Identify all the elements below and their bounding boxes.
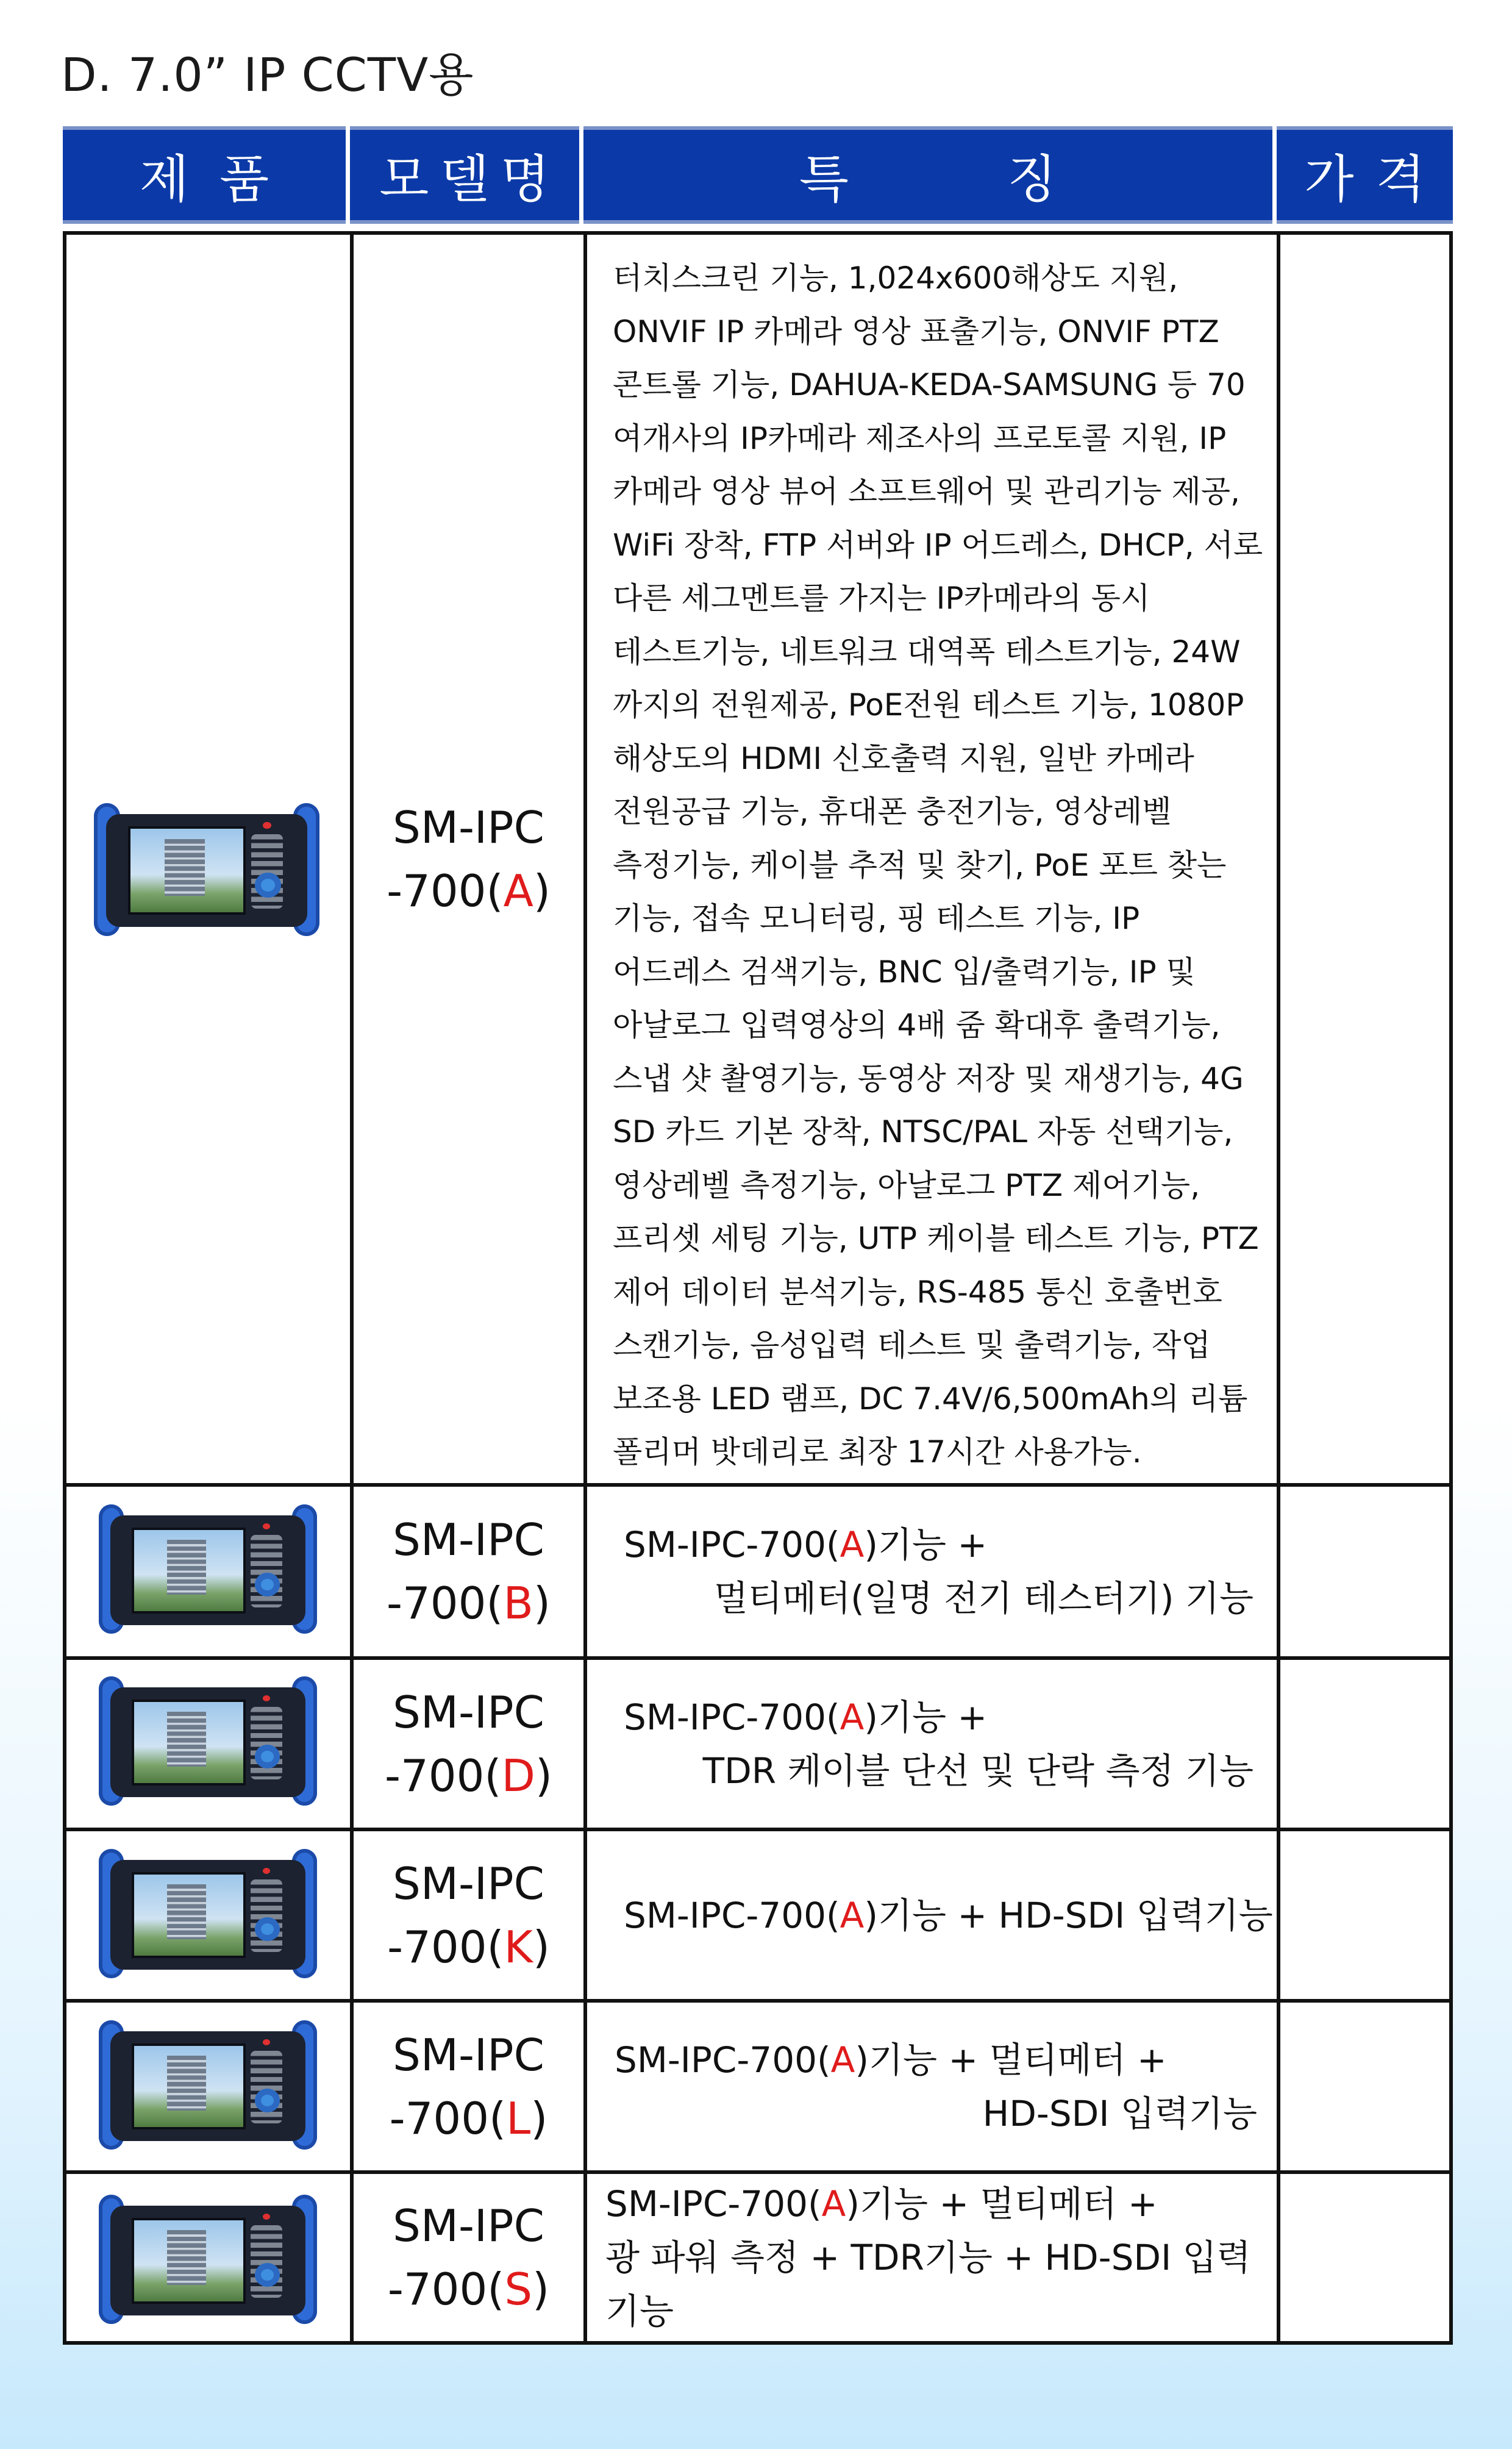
feature-line: 다른 세그멘트를 가지는 IP카메라의 동시 (613, 581, 1150, 616)
feature-line: 콘트롤 기능, DAHUA-KEDA-SAMSUNG 등 70 (613, 367, 1246, 402)
feature-line: 테스트기능, 네트워크 대역폭 테스트기능, 24W (613, 634, 1241, 670)
model-line1: SM-IPC (393, 801, 544, 853)
header-model: 모델명 (350, 126, 579, 224)
model-line2: -700(D) (384, 1750, 553, 1801)
device-led (263, 822, 271, 829)
product-image (110, 1687, 305, 1797)
model-line1: SM-IPC (393, 1857, 544, 1909)
header-feature: 특징 (583, 126, 1272, 224)
product-image (106, 814, 307, 927)
product-image (110, 1515, 305, 1625)
feature-line: WiFi 장착, FTP 서버와 IP 어드레스, DHCP, 서로 (613, 527, 1263, 563)
price-cell (1280, 1487, 1449, 1656)
feature-line: 제어 데이터 분석기능, RS-485 통신 호출번호 (613, 1274, 1222, 1310)
feature-line1: SM-IPC-700(A)기능 + 멀티메터 + (615, 2039, 1167, 2081)
device-keypad (251, 834, 284, 909)
header-product: 제품 (63, 126, 346, 224)
feature-line: 여개사의 IP카메라 제조사의 프로토콜 지원, IP (613, 420, 1227, 456)
feature-line: 해상도의 HDMI 신호출력 지원, 일반 카메라 (613, 740, 1194, 776)
header-price: 가격 (1277, 126, 1453, 224)
price-cell (1280, 235, 1449, 1483)
model-cell (354, 1660, 583, 1828)
feature-line1: SM-IPC-700(A)기능 + HD-SDI 입력기능 (624, 1894, 1273, 1936)
feature-line: 영상레벨 측정기능, 아날로그 PTZ 제어기능, (613, 1167, 1200, 1203)
model-line2: -700(B) (387, 1578, 551, 1629)
feature-line: 측정기능, 케이블 추적 및 찾기, PoE 포트 찾는 (613, 847, 1227, 883)
model-cell (354, 2003, 583, 2170)
product-image (110, 1860, 305, 1970)
feature-line: 스냅 샷 촬영기능, 동영상 저장 및 재생기능, 4G (613, 1060, 1244, 1096)
feature-line: 전원공급 기능, 휴대폰 충전기능, 영상레벨 (613, 794, 1172, 829)
model-cell (354, 1487, 583, 1656)
device-screen (128, 826, 246, 915)
feature-line: 기능, 접속 모니터링, 핑 테스트 기능, IP (613, 901, 1140, 936)
model-line2: -700(A) (387, 865, 551, 917)
price-cell (1280, 2174, 1449, 2341)
price-cell (1280, 1831, 1449, 1999)
feature-line2: HD-SDI 입력기능 (982, 2092, 1257, 2134)
model-line1: SM-IPC (393, 2029, 544, 2081)
feature-cell (587, 2174, 1277, 2341)
model-line2: -700(L) (389, 2092, 548, 2144)
feature-cell (587, 2003, 1277, 2170)
model-line2: -700(K) (387, 1921, 550, 1973)
feature-cell (587, 1487, 1277, 1656)
model-line2: -700(S) (387, 2264, 550, 2315)
model-line1: SM-IPC (393, 1686, 544, 1738)
model-cell (354, 235, 583, 1483)
feature-cell (587, 1660, 1277, 1828)
feature-line1: SM-IPC-700(A)기능 + (624, 1696, 988, 1738)
feature-line1: SM-IPC-700(A)기능 + (624, 1524, 988, 1565)
price-cell (1280, 1660, 1449, 1828)
feature-line: 아날로그 입력영상의 4배 줌 확대후 출력기능, (613, 1007, 1221, 1043)
feature-line: 어드레스 검색기능, BNC 입/출력기능, IP 및 (613, 954, 1196, 990)
feature-line: 카메라 영상 뷰어 소프트웨어 및 관리기능 제공, (613, 474, 1240, 509)
product-table (63, 231, 1453, 2345)
feature-line2: TDR 케이블 단선 및 단락 측정 기능 (702, 1750, 1253, 1792)
product-image (110, 2206, 305, 2315)
feature-line: 프리셋 세팅 기능, UTP 케이블 테스트 기능, PTZ (613, 1221, 1259, 1256)
feature-line: 스캔기능, 음성입력 테스트 및 출력기능, 작업 (613, 1328, 1211, 1363)
model-line1: SM-IPC (393, 1514, 544, 1565)
feature-line2: 광 파워 측정 + TDR기능 + HD-SDI 입력기능 (605, 2237, 1251, 2332)
feature-line: 폴리머 밧데리로 최장 17시간 사용가능. (613, 1434, 1142, 1470)
device-dpad (255, 873, 281, 898)
feature-line2: 멀티메터(일명 전기 테스터기) 기능 (714, 1578, 1253, 1619)
product-image (110, 2031, 305, 2141)
model-cell (354, 2174, 583, 2341)
model-line1: SM-IPC (393, 2200, 544, 2251)
feature-line: 터치스크린 기능, 1,024x600해상도 지원, (613, 260, 1179, 296)
feature-line: SD 카드 기본 장착, NTSC/PAL 자동 선택기능, (613, 1114, 1233, 1149)
feature-cell (587, 1831, 1277, 1999)
feature-line: 보조용 LED 램프, DC 7.4V/6,500mAh의 리튬 (613, 1381, 1248, 1417)
model-cell (354, 1831, 583, 1999)
price-cell (1280, 2003, 1449, 2170)
feature-line: 까지의 전원제공, PoE전원 테스트 기능, 1080P (613, 687, 1244, 723)
feature-line: ONVIF IP 카메라 영상 표출기능, ONVIF PTZ (613, 313, 1219, 349)
feature-cell (587, 252, 1277, 1483)
feature-line1: SM-IPC-700(A)기능 + 멀티메터 + (605, 2183, 1158, 2225)
page-title: D. 7.0” IP CCTV용 (61, 48, 474, 102)
